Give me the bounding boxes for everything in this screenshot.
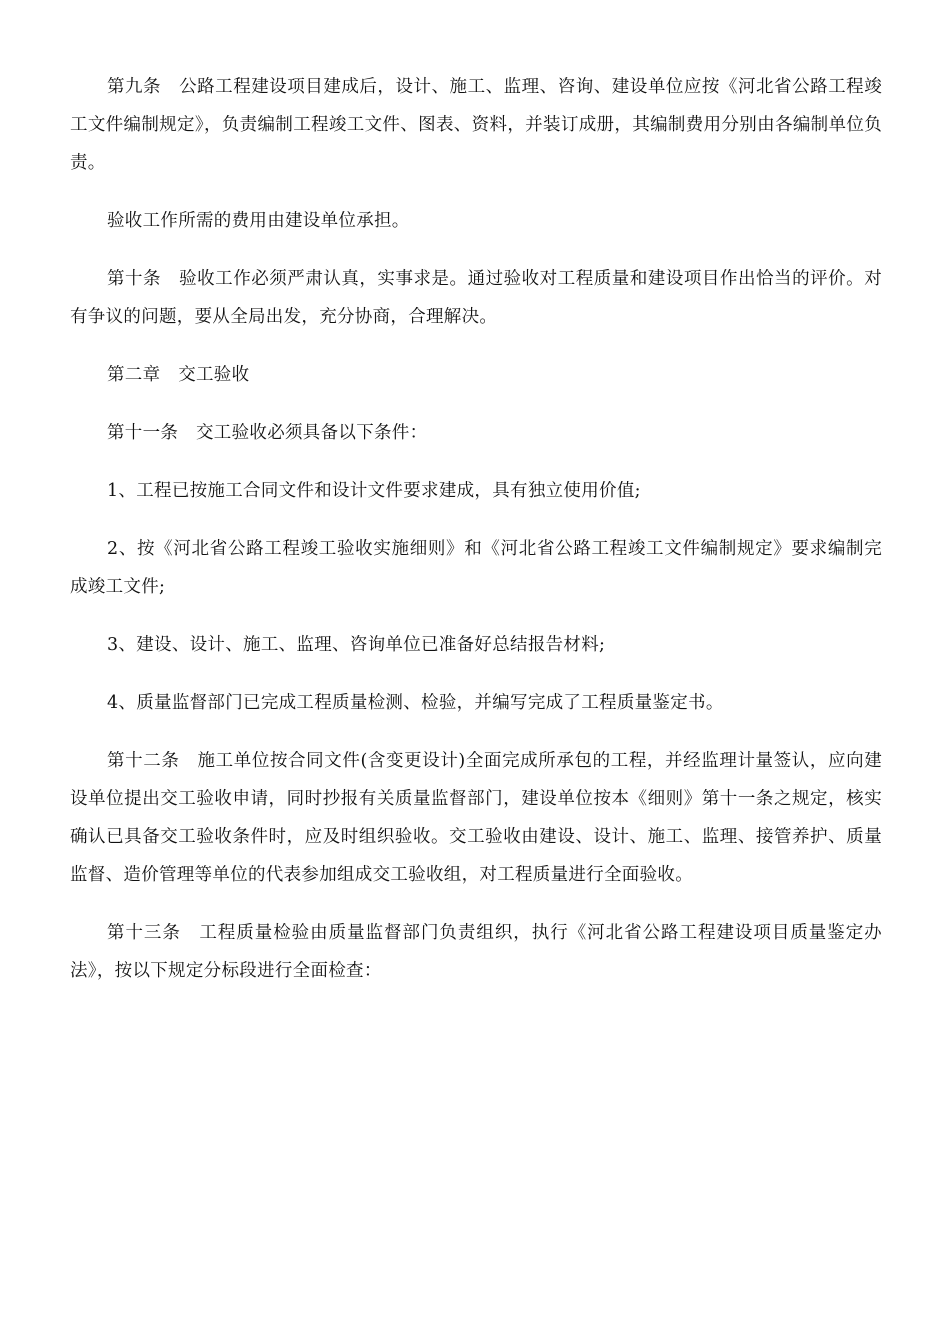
condition-item-4: 4、质量监督部门已完成工程质量检测、检验，并编写完成了工程质量鉴定书。 <box>107 693 724 713</box>
paragraph-article-11: 第十一条 交工验收必须具备以下条件： <box>107 423 428 443</box>
chapter-2-heading: 第二章 交工验收 <box>107 365 250 385</box>
paragraph-acceptance-cost: 验收工作所需的费用由建设单位承担。 <box>107 211 410 231</box>
condition-item-1: 1、工程已按施工合同文件和设计文件要求建成，具有独立使用价值; <box>107 481 641 501</box>
paragraph-article-13: 第十三条 工程质量检验由质量监督部门负责组织，执行《河北省公路工程建设项目质量鉴定办法》，按以下规定分标段进行全面检查： <box>70 923 882 981</box>
document-page <box>70 68 882 990</box>
condition-item-2: 2、按《河北省公路工程竣工验收实施细则》和《河北省公路工程竣工文件编制规定》要求编制完成竣工文件; <box>70 539 882 597</box>
paragraph-article-9: 第九条 公路工程建设项目建成后，设计、施工、监理、咨询、建设单位应按《河北省公路工程竣工文件编制规定》，负责编制工程竣工文件、图表、资料，并装订成册，其编制费用分别由各编制单位负责。 <box>70 77 882 173</box>
condition-item-3: 3、建设、设计、施工、监理、咨询单位已准备好总结报告材料; <box>107 635 606 655</box>
paragraph-article-12: 第十二条 施工单位按合同文件(含变更设计)全面完成所承包的工程，并经监理计量签认，应向建设单位提出交工验收申请，同时抄报有关质量监督部门，建设单位按本《细则》第十一条之规定，核实确认已具备交工验收条件时，应及时组织验收。交工验收由建设、设计、施工、监理、接管养护、质量监督、造价管理等单位的代表参加组成交工验收组，对工程质量进行全面验收。 <box>70 751 882 885</box>
paragraph-article-10: 第十条 验收工作必须严肃认真，实事求是。通过验收对工程质量和建设项目作出恰当的评价。对有争议的问题，要从全局出发，充分协商，合理解决。 <box>70 269 882 327</box>
